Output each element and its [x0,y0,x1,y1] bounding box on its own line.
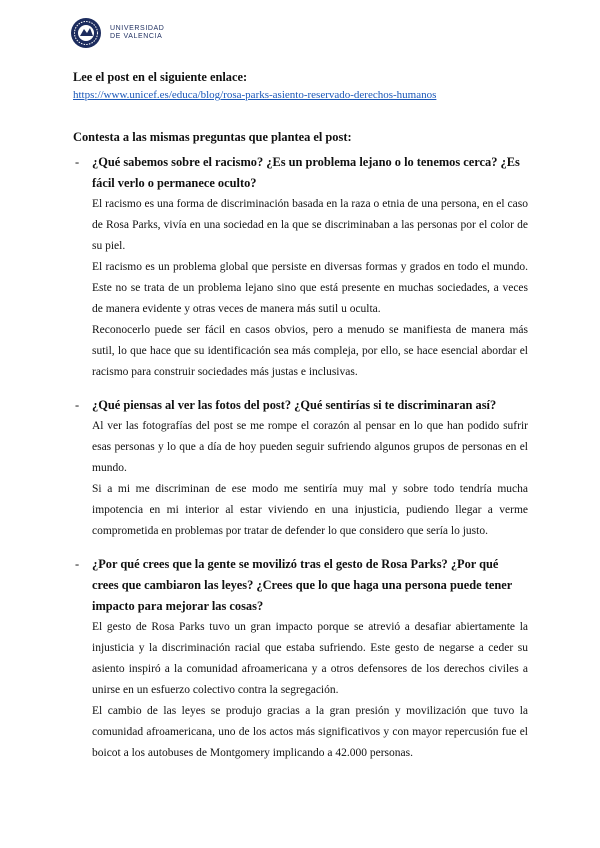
answer-paragraph: Reconocerlo puede ser fácil en casos obvios, pero a menudo se manifiesta de manera más sutil, lo que hace que su identificación sea más compleja, por ello, se hace esencial abordar el racismo para construir sociedades más justas e inclusivas. [92,324,528,378]
bullet-dash: - [75,398,80,412]
question-title: ¿Qué piensas al ver las fotos del post? ¿Qué sentirías si te discriminaran así? [92,398,497,412]
post-link[interactable]: https://www.unicef.es/educa/blog/rosa-parks-asiento-reservado-derechos-humanos [73,89,437,101]
question-block-2 [73,395,528,542]
intro-label: Lee el post en el siguiente enlace: [73,70,248,84]
bullet-dash: - [75,557,80,571]
answer-paragraph: Al ver las fotografías del post se me rompe el corazón al pensar en lo que han podido sufrir esas personas y lo que a día de hoy pueden seguir sufriendo algunos grupos de personas en el mundo. [92,420,528,474]
section-title: Contesta a las mismas preguntas que plantea el post: [73,130,352,144]
document-body [73,68,528,764]
university-logo [70,17,164,49]
answer-paragraph: El racismo es un problema global que persiste en diversas formas y grados en todo el mundo. Este no se trata de un problema lejano sino que está presente en muchas sociedades, a veces de manera evidente y otras veces de manera más sutil u oculta. [92,261,528,315]
university-name [110,25,164,41]
answer-paragraph: El gesto de Rosa Parks tuvo un gran impacto porque se atrevió a desafiar abiertamente la injusticia y la discriminación racial que estaba sufriendo. Este gesto de negarse a ceder su asiento inspiró a la comunidad afroamericana y a otros defensores de los derechos civiles a unirse en un esfuerzo colectivo contra la segregación. [92,621,528,696]
answer-paragraph: El racismo es una forma de discriminación basada en la raza o etnia de una persona, en el caso de Rosa Parks, vivía en una sociedad en la que se discriminaban a las personas por el color de su piel. [92,198,528,252]
answer-paragraph: Si a mi me discriminan de ese modo me sentiría muy mal y sobre todo tendría mucha impotencia en mi interior al estar viviendo en una injusticia, pudiendo llegar a verme comprometida en problemas por tratar de defender lo que considero que sería lo justo. [92,483,528,537]
bullet-dash: - [75,155,80,169]
university-seal-icon [70,17,102,49]
question-block-3 [73,554,528,764]
question-block-1 [73,152,528,383]
logo-text-line1: UNIVERSIDAD [110,25,165,32]
answer-paragraph: El cambio de las leyes se produjo gracias a la gran presión y movilización que tuvo la comunidad afroamericana, uno de los actos más significativos y con mayor repercusión fue el boicot a los autobuses de Montgomery implicando a 42.000 personas. [92,705,528,759]
logo-text-line2: DE VALENCIA [110,33,163,40]
question-title: ¿Por qué crees que la gente se movilizó tras el gesto de Rosa Parks? ¿Por qué crees que cambiaron las leyes? ¿Crees que lo que haga una persona puede tener impacto para mejorar las cosas? [92,557,513,613]
question-title: ¿Qué sabemos sobre el racismo? ¿Es un problema lejano o lo tenemos cerca? ¿Es fácil verlo o permanece oculto? [92,155,520,190]
